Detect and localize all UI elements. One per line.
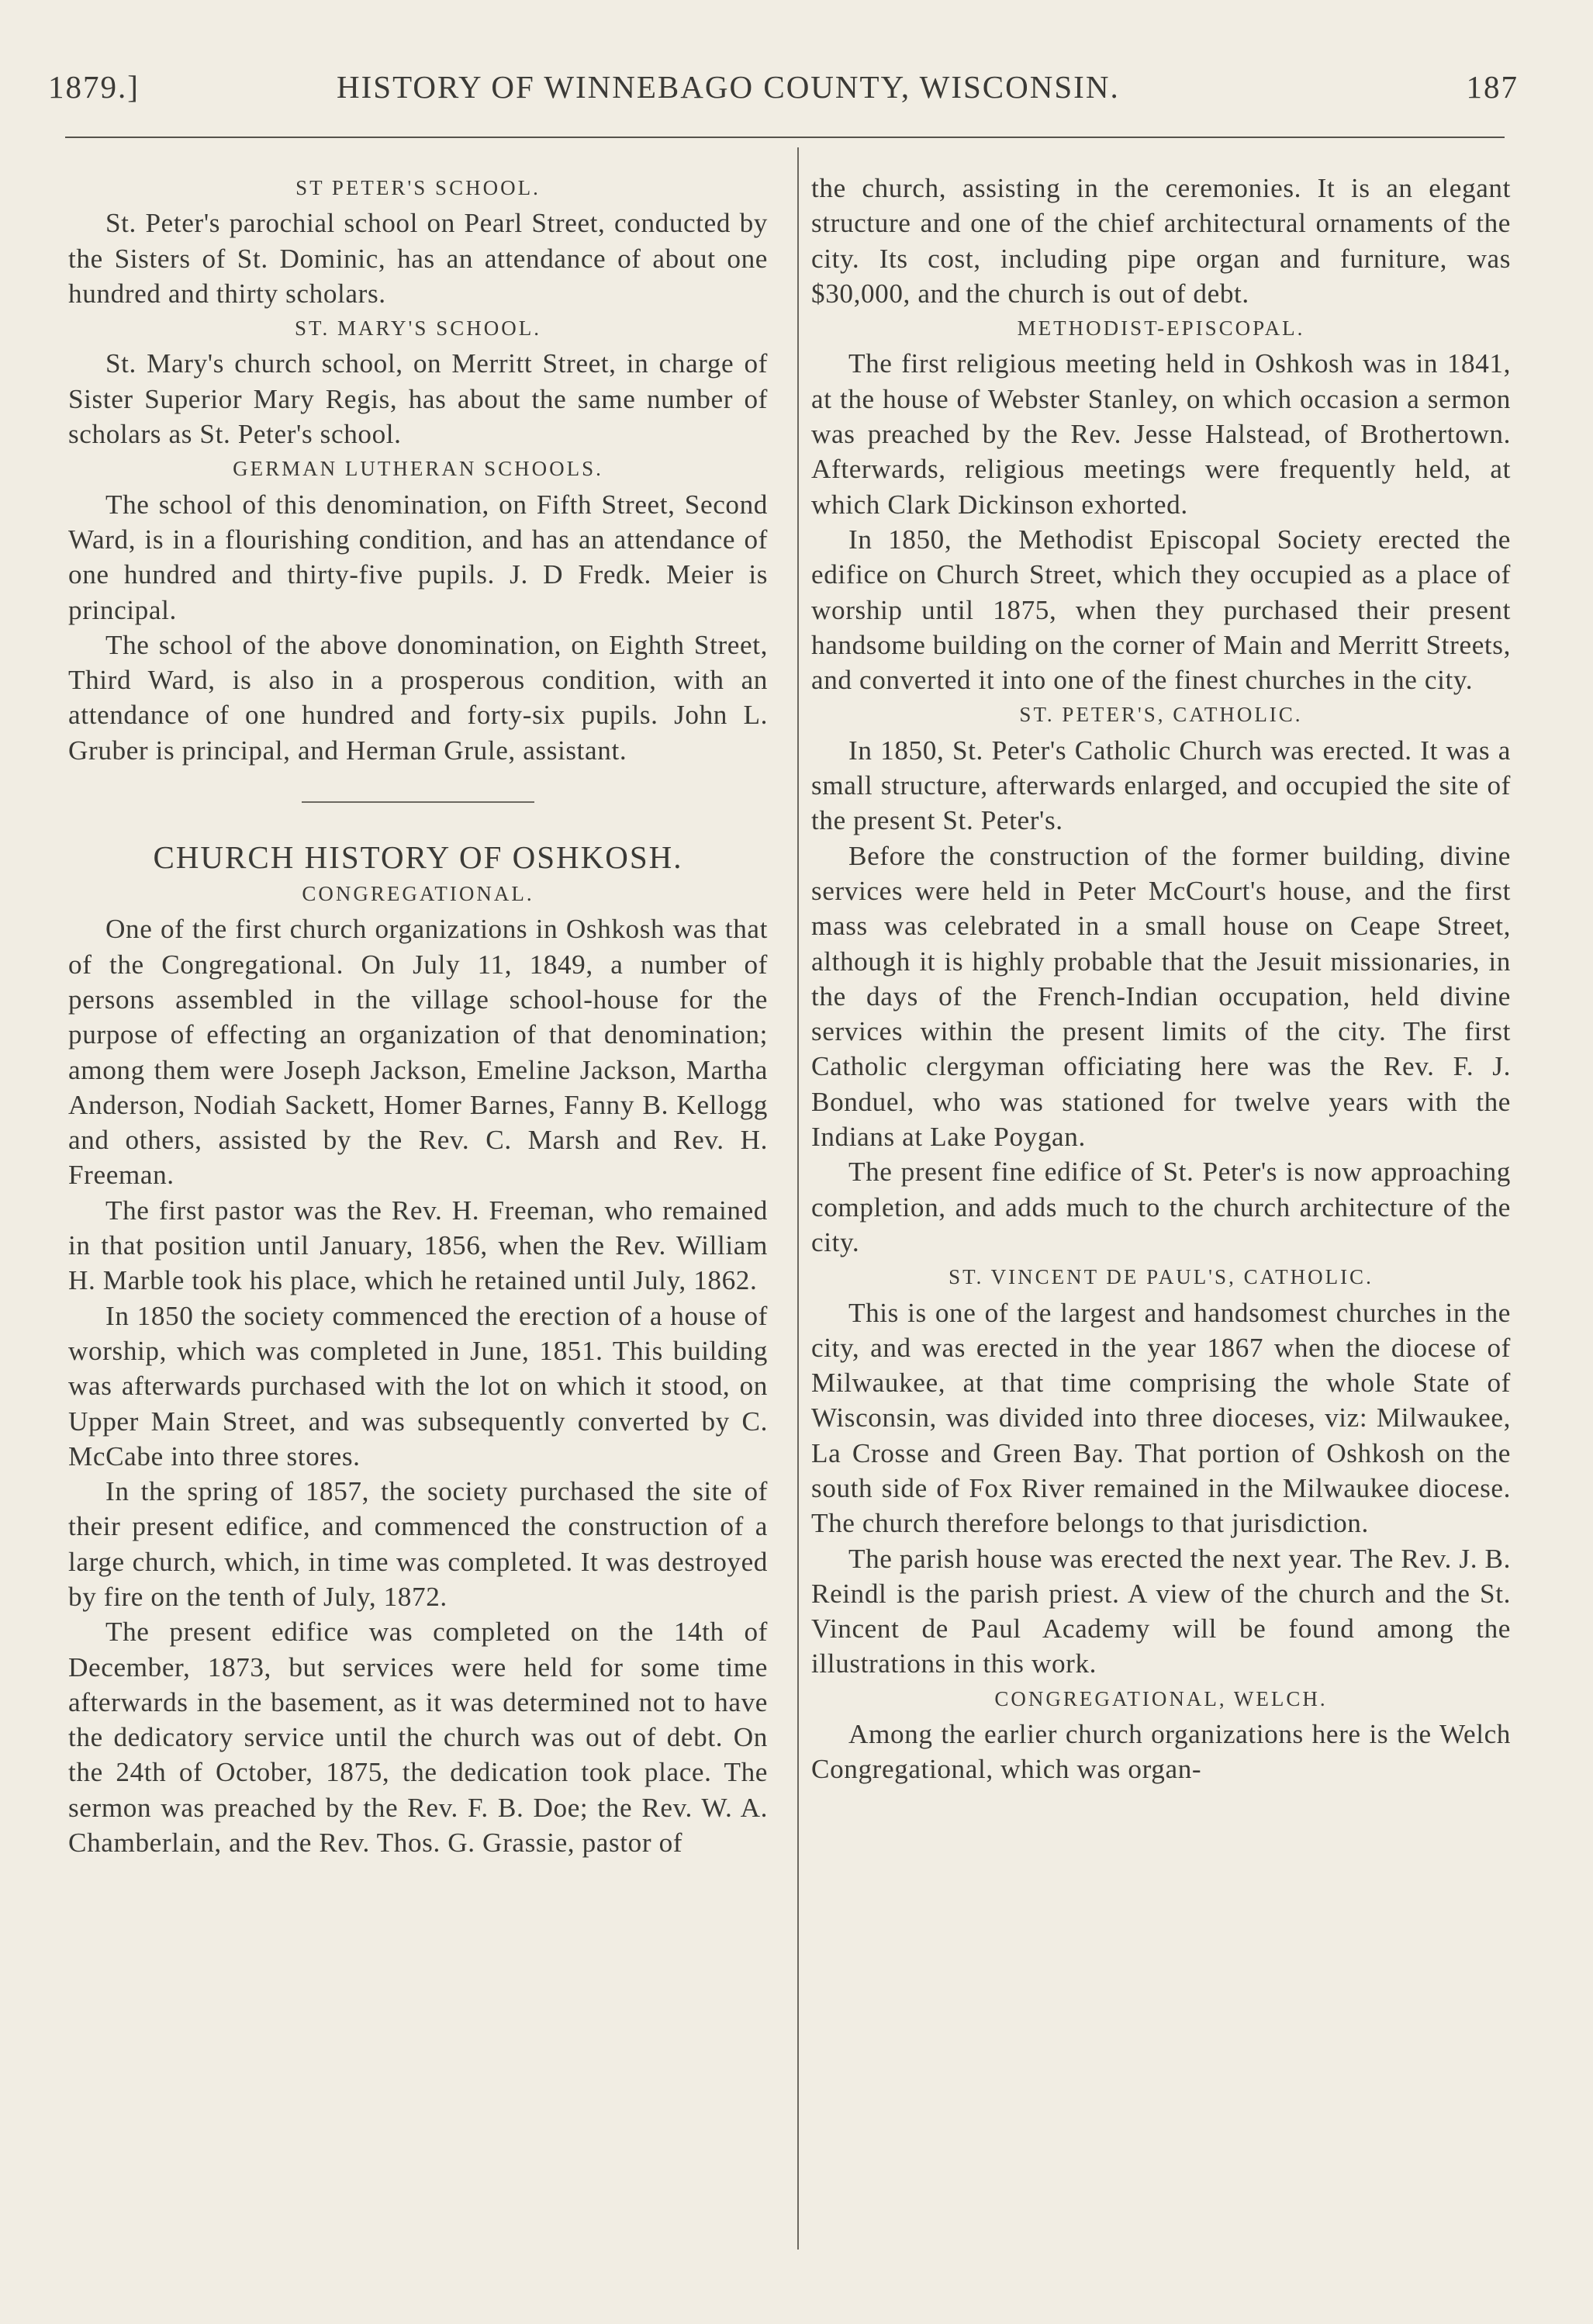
paragraph: The first religious meeting held in Oshkosh was in 1841, at the house of Webster Stanley, on which occasion a sermon was preached by the Rev. Jesse Halstead, of Brothertown. Afterwards, religious meetings were frequently held, at which Clark Dickinson exhorted. xyxy=(811,348,1511,520)
paragraph: In 1850 the society commenced the erection of a house of worship, which was completed in June, 1851. This building was afterwards purchased with the lot on which it stood, on Upper Main Street, and was subsequently converted by C. McCabe into three stores. xyxy=(68,1300,768,1472)
right-column xyxy=(811,171,1511,1787)
paragraph: The school of this denomination, on Fifth Street, Second Ward, is in a flourishing condition, and has an attendance of one hundred and thirty-five pupils. J. D Fredk. Meier is principal. xyxy=(68,489,768,625)
paragraph: Before the construction of the former building, divine services were held in Peter McCourt's house, and the first mass was celebrated in a small house on Ceape Street, although it is highly probable that the Jesuit missionaries, in the days of the French-Indian occupation, held divine services within the present limits of the city. The first Catholic clergyman officiating here was the Rev. F. J. Bonduel, who was stationed for twelve years with the Indians at Lake Poygan. xyxy=(811,840,1511,1153)
section-heading-congregational: CONGREGATIONAL. xyxy=(302,882,534,906)
paragraph: The present fine edifice of St. Peter's is now approaching completion, and adds much to the church architecture of the city. xyxy=(811,1157,1511,1257)
header-year: 1879.] xyxy=(48,69,140,105)
header-title: HISTORY OF WINNEBAGO COUNTY, WISCONSIN. xyxy=(337,69,1120,105)
section-heading-welch: CONGREGATIONAL, WELCH. xyxy=(994,1686,1328,1710)
paragraph: St. Mary's church school, on Merritt Street, in charge of Sister Superior Mary Regis, has about the same number of scholars as St. Peter's school. xyxy=(68,348,768,450)
paragraph: The first pastor was the Rev. H. Freeman, who remained in that position until January, 1856, when the Rev. William H. Marble took his place, which he retained until July, 1862. xyxy=(68,1195,768,1296)
paragraph: The school of the above donomination, on Eighth Street, Third Ward, is also in a prosperous condition, with an attendance of one hundred and forty-six pupils. John L. Gruber is principal, and Herman Grule, assistant. xyxy=(68,629,768,766)
chapter-heading-church-history: CHURCH HISTORY OF OSHKOSH. xyxy=(153,839,683,876)
paragraph: The present edifice was completed on the 14th of December, 1873, but services were held for some time afterwards in the basement, as it was determined not to have the dedicatory service until the church was out of debt. On the 24th of October, 1875, the dedication took place. The sermon was preached by the Rev. F. B. Doe; the Rev. W. A. Chamberlain, and the Rev. Thos. G. Grassie, pastor of xyxy=(68,1617,768,1859)
section-divider-rule xyxy=(302,801,534,803)
paragraph: This is one of the largest and handsomest churches in the city, and was erected in the year 1867 when the diocese of Milwaukee, at that time comprising the whole State of Wisconsin, was divided into three dioceses, viz: Milwaukee, La Crosse and Green Bay. That portion of Oshkosh on the south side of Fox River remained in the Milwaukee diocese. The church therefore belongs to that jurisdiction. xyxy=(811,1297,1511,1539)
running-header xyxy=(48,68,1519,112)
section-heading-methodist: METHODIST-EPISCOPAL. xyxy=(1017,316,1305,341)
paragraph: In 1850, the Methodist Episcopal Society erected the edifice on Church Street, which they occupied as a place of worship until 1875, when they purchased their present handsome building on the corner of Main and Merritt Streets, and converted it into one of the finest churches in the city. xyxy=(811,524,1511,696)
column-divider xyxy=(797,147,799,2250)
paragraph: One of the first church organizations in Oshkosh was that of the Congregational. On July 11, 1849, a number of persons assembled in the village school-house for the purpose of effecting an organization of that denomination; among them were Joseph Jackson, Emeline Jackson, Martha Anderson, Nodiah Sackett, Homer Barnes, Fanny B. Kellogg and others, assisted by the Rev. C. Marsh and Rev. H. Freeman. xyxy=(68,914,768,1191)
left-column xyxy=(68,171,768,1860)
paragraph: The parish house was erected the next year. The Rev. J. B. Reindl is the parish priest. A view of the church and the St. Vincent de Paul Academy will be found among the illustrations in this work. xyxy=(811,1543,1511,1679)
section-heading-st-peters-catholic: ST. PETER'S, CATHOLIC. xyxy=(1019,703,1303,727)
paragraph: Among the earlier church organizations here is the Welch Congregational, which was organ- xyxy=(811,1719,1511,1785)
paragraph: St. Peter's parochial school on Pearl Street, conducted by the Sisters of St. Dominic, has an attendance of about one hundred and thirty scholars. xyxy=(68,208,768,309)
section-heading-st-marys-school: ST. MARY'S SCHOOL. xyxy=(295,316,541,341)
section-heading-st-peters-school: ST PETER'S SCHOOL. xyxy=(295,176,541,199)
section-heading-st-vincent: ST. VINCENT DE PAUL'S, CATHOLIC. xyxy=(949,1265,1374,1289)
paragraph: In 1850, St. Peter's Catholic Church was erected. It was a small structure, afterwards enlarged, and occupied the site of the present St. Peter's. xyxy=(811,735,1511,836)
paragraph-continuation: the church, assisting in the ceremonies. It is an elegant structure and one of the chief architectural ornaments of the city. Its cost, including pipe organ and furniture, was $30,000, and the church is out of debt. xyxy=(811,173,1511,309)
header-rule xyxy=(65,137,1505,138)
paragraph: In the spring of 1857, the society purchased the site of their present edifice, and commenced the construction of a large church, which, in time was completed. It was destroyed by fire on the tenth of July, 1872. xyxy=(68,1476,768,1612)
section-heading-german-lutheran: GERMAN LUTHERAN SCHOOLS. xyxy=(233,457,603,481)
page-number: 187 xyxy=(1466,69,1519,105)
